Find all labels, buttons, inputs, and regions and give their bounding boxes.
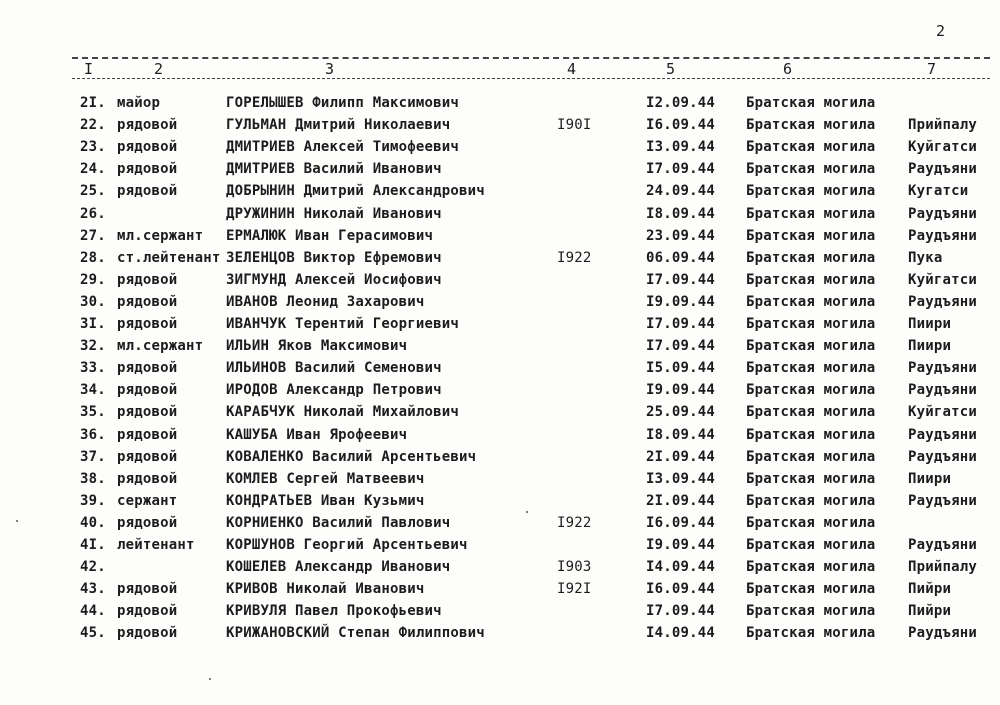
- burial-place: Прийпалу: [908, 117, 978, 134]
- column-header-5: 5: [666, 60, 676, 78]
- death-date: 06.09.44: [646, 249, 716, 266]
- birth-year: I903: [557, 559, 592, 576]
- death-date: I6.09.44: [646, 581, 716, 598]
- table-row: [0, 250, 1000, 272]
- death-date: I4.09.44: [646, 625, 716, 642]
- row-number: 37.: [80, 448, 106, 465]
- row-number: 42.: [80, 559, 106, 576]
- table-row: [0, 117, 1000, 139]
- header-rule-bottom: [72, 78, 990, 79]
- row-number: 23.: [80, 139, 106, 156]
- soldier-name: ЗИГМУНД Алексей Иосифович: [226, 271, 442, 288]
- table-row: [0, 449, 1000, 471]
- burial-type: Братская могила: [746, 514, 876, 531]
- burial-place: Пиири: [908, 470, 952, 487]
- paper-speck: [209, 678, 211, 680]
- burial-type: Братская могила: [746, 205, 876, 222]
- row-number: 24.: [80, 161, 106, 178]
- death-date: I8.09.44: [646, 426, 716, 443]
- table-row: [0, 294, 1000, 316]
- military-rank: рядовой: [117, 603, 178, 620]
- burial-place: Раудъяни: [908, 205, 978, 222]
- burial-type: Братская могила: [746, 360, 876, 377]
- table-row: [0, 515, 1000, 537]
- table-row: [0, 360, 1000, 382]
- table-row: [0, 603, 1000, 625]
- death-date: 24.09.44: [646, 183, 716, 200]
- death-date: I7.09.44: [646, 603, 716, 620]
- burial-place: Пука: [908, 249, 943, 266]
- table-row: [0, 139, 1000, 161]
- column-header-2: 2: [154, 60, 164, 78]
- row-number: 43.: [80, 581, 106, 598]
- soldier-name: КОРНИЕНКО Василий Павлович: [226, 514, 451, 531]
- death-date: I6.09.44: [646, 117, 716, 134]
- burial-type: Братская могила: [746, 293, 876, 310]
- death-date: 23.09.44: [646, 227, 716, 244]
- burial-type: Братская могила: [746, 95, 876, 111]
- military-rank: мл.сержант: [117, 338, 204, 355]
- soldier-name: КОШЕЛЕВ Александр Иванович: [226, 559, 451, 576]
- burial-place: Раудъяни: [908, 426, 978, 443]
- table-row: [0, 471, 1000, 493]
- row-number: 27.: [80, 227, 106, 244]
- row-number: 2I.: [80, 95, 106, 111]
- burial-place: Раудъяни: [908, 360, 978, 377]
- header-rule-top: [72, 57, 990, 59]
- military-rank: ст.лейтенант: [117, 249, 221, 266]
- burial-place: Раудъяни: [908, 293, 978, 310]
- row-number: 3I.: [80, 316, 106, 332]
- soldier-name: ДОБРЫНИН Дмитрий Александрович: [226, 183, 485, 200]
- burial-type: Братская могила: [746, 492, 876, 509]
- death-date: I2.09.44: [646, 95, 716, 111]
- soldier-name: ЗЕЛЕНЦОВ Виктор Ефремович: [226, 249, 442, 266]
- row-number: 45.: [80, 625, 106, 642]
- birth-year: I90I: [557, 117, 592, 134]
- burial-type: Братская могила: [746, 227, 876, 244]
- burial-place: Раудъяни: [908, 537, 978, 553]
- death-date: I6.09.44: [646, 514, 716, 531]
- birth-year: I922: [557, 514, 592, 531]
- military-rank: рядовой: [117, 183, 178, 200]
- row-number: 38.: [80, 470, 106, 487]
- column-header-3: 3: [325, 60, 335, 78]
- table-row: [0, 537, 1000, 559]
- death-date: I7.09.44: [646, 271, 716, 288]
- row-number: 25.: [80, 183, 106, 200]
- military-rank: рядовой: [117, 271, 178, 288]
- military-rank: сержант: [117, 492, 178, 509]
- table-row: [0, 427, 1000, 449]
- row-number: 4I.: [80, 537, 106, 553]
- paper-speck: [526, 511, 528, 513]
- death-date: I7.09.44: [646, 338, 716, 355]
- column-header-6: 6: [783, 60, 793, 78]
- military-rank: рядовой: [117, 382, 178, 399]
- burial-place: Куйгатси: [908, 404, 978, 421]
- death-date: 25.09.44: [646, 404, 716, 421]
- death-date: I9.09.44: [646, 537, 716, 553]
- soldier-name: ИВАНОВ Леонид Захарович: [226, 293, 425, 310]
- military-rank: рядовой: [117, 448, 178, 465]
- soldier-name: КОРШУНОВ Георгий Арсентьевич: [226, 537, 468, 553]
- death-date: I3.09.44: [646, 470, 716, 487]
- military-rank: рядовой: [117, 161, 178, 178]
- burial-place: Раудъяни: [908, 227, 978, 244]
- military-rank: майор: [117, 95, 161, 111]
- soldier-name: КОМЛЕВ Сергей Матвеевич: [226, 470, 425, 487]
- table-row: [0, 581, 1000, 603]
- soldier-name: ГУЛЬМАН Дмитрий Николаевич: [226, 117, 451, 134]
- row-number: 26.: [80, 205, 106, 222]
- row-number: 30.: [80, 293, 106, 310]
- soldier-name: ИЛЬИН Яков Максимович: [226, 338, 408, 355]
- table-row: [0, 228, 1000, 250]
- soldier-name: КРИЖАНОВСКИЙ Степан Филиппович: [226, 625, 485, 642]
- burial-type: Братская могила: [746, 271, 876, 288]
- table-row: [0, 206, 1000, 228]
- soldier-name: ДМИТРИЕВ Василий Иванович: [226, 161, 442, 178]
- birth-year: I922: [557, 249, 592, 266]
- military-rank: рядовой: [117, 117, 178, 134]
- burial-place: Раудъяни: [908, 448, 978, 465]
- table-row: [0, 493, 1000, 515]
- burial-place: Пиири: [908, 338, 952, 355]
- burial-place: Прийпалу: [908, 559, 978, 576]
- death-date: I8.09.44: [646, 205, 716, 222]
- soldier-name: ЕРМАЛЮК Иван Герасимович: [226, 227, 434, 244]
- row-number: 28.: [80, 249, 106, 266]
- burial-type: Братская могила: [746, 426, 876, 443]
- burial-type: Братская могила: [746, 559, 876, 576]
- table-row: [0, 625, 1000, 647]
- table-row: [0, 382, 1000, 404]
- burial-type: Братская могила: [746, 183, 876, 200]
- military-rank: рядовой: [117, 139, 178, 156]
- burial-place: Кугатси: [908, 183, 969, 200]
- table-row: [0, 161, 1000, 183]
- table-row: [0, 183, 1000, 205]
- soldier-name: КАШУБА Иван Ярофеевич: [226, 426, 408, 443]
- death-date: I4.09.44: [646, 559, 716, 576]
- military-rank: рядовой: [117, 360, 178, 377]
- burial-type: Братская могила: [746, 404, 876, 421]
- death-date: I3.09.44: [646, 139, 716, 156]
- soldier-name: ИРОДОВ Александр Петрович: [226, 382, 442, 399]
- military-rank: рядовой: [117, 581, 178, 598]
- burial-place: Куйгатси: [908, 139, 978, 156]
- burial-type: Братская могила: [746, 382, 876, 399]
- burial-type: Братская могила: [746, 139, 876, 156]
- column-header-7: 7: [927, 60, 937, 78]
- burial-type: Братская могила: [746, 581, 876, 598]
- row-number: 32.: [80, 338, 106, 355]
- table-row: [0, 338, 1000, 360]
- military-rank: лейтенант: [117, 537, 195, 553]
- soldier-name: ДМИТРИЕВ Алексей Тимофеевич: [226, 139, 459, 156]
- table-row: [0, 559, 1000, 581]
- row-number: 40.: [80, 514, 106, 531]
- burial-place: Куйгатси: [908, 271, 978, 288]
- column-header-4: 4: [567, 60, 577, 78]
- death-date: 2I.09.44: [646, 448, 716, 465]
- table-row: [0, 404, 1000, 426]
- soldier-name: ДРУЖИНИН Николай Иванович: [226, 205, 442, 222]
- burial-type: Братская могила: [746, 537, 876, 553]
- soldier-name: КОВАЛЕНКО Василий Арсентьевич: [226, 448, 477, 465]
- military-rank: рядовой: [117, 316, 178, 332]
- burial-type: Братская могила: [746, 338, 876, 355]
- table-row: [0, 316, 1000, 338]
- military-rank: рядовой: [117, 293, 178, 310]
- row-number: 22.: [80, 117, 106, 134]
- row-number: 36.: [80, 426, 106, 443]
- row-number: 29.: [80, 271, 106, 288]
- page-number: 2: [936, 22, 946, 40]
- military-rank: рядовой: [117, 470, 178, 487]
- soldier-name: ИЛЬИНОВ Василий Семенович: [226, 360, 442, 377]
- soldier-name: КРИВУЛЯ Павел Прокофьевич: [226, 603, 442, 620]
- table-row: [0, 272, 1000, 294]
- burial-type: Братская могила: [746, 603, 876, 620]
- burial-type: Братская могила: [746, 117, 876, 134]
- burial-place: Пийри: [908, 581, 952, 598]
- burial-place: Раудъяни: [908, 492, 978, 509]
- row-number: 39.: [80, 492, 106, 509]
- death-date: I7.09.44: [646, 316, 716, 332]
- burial-place: Пиири: [908, 316, 952, 332]
- death-date: I9.09.44: [646, 293, 716, 310]
- column-header-1: I: [84, 60, 94, 78]
- burial-type: Братская могила: [746, 249, 876, 266]
- row-number: 44.: [80, 603, 106, 620]
- soldier-name: ГОРЕЛЫШЕВ Филипп Максимович: [226, 95, 459, 111]
- burial-place: Раудъяни: [908, 161, 978, 178]
- burial-type: Братская могила: [746, 161, 876, 178]
- military-rank: рядовой: [117, 514, 178, 531]
- soldier-name: КРИВОВ Николай Иванович: [226, 581, 425, 598]
- burial-type: Братская могила: [746, 316, 876, 332]
- military-rank: рядовой: [117, 426, 178, 443]
- row-number: 35.: [80, 404, 106, 421]
- soldier-name: ИВАНЧУК Терентий Георгиевич: [226, 316, 459, 332]
- birth-year: I92I: [557, 581, 592, 598]
- burial-type: Братская могила: [746, 470, 876, 487]
- death-date: I7.09.44: [646, 161, 716, 178]
- burial-place: Пийри: [908, 603, 952, 620]
- death-date: I9.09.44: [646, 382, 716, 399]
- burial-type: Братская могила: [746, 625, 876, 642]
- military-rank: рядовой: [117, 404, 178, 421]
- burial-place: Раудъяни: [908, 382, 978, 399]
- military-rank: мл.сержант: [117, 227, 204, 244]
- military-rank: рядовой: [117, 625, 178, 642]
- soldier-name: КОНДРАТЬЕВ Иван Кузьмич: [226, 492, 425, 509]
- row-number: 33.: [80, 360, 106, 377]
- burial-place: Раудъяни: [908, 625, 978, 642]
- soldier-name: КАРАБЧУК Николай Михайлович: [226, 404, 459, 421]
- paper-speck: [16, 520, 18, 522]
- row-number: 34.: [80, 382, 106, 399]
- table-row: [0, 95, 1000, 117]
- death-date: I5.09.44: [646, 360, 716, 377]
- death-date: 2I.09.44: [646, 492, 716, 509]
- burial-type: Братская могила: [746, 448, 876, 465]
